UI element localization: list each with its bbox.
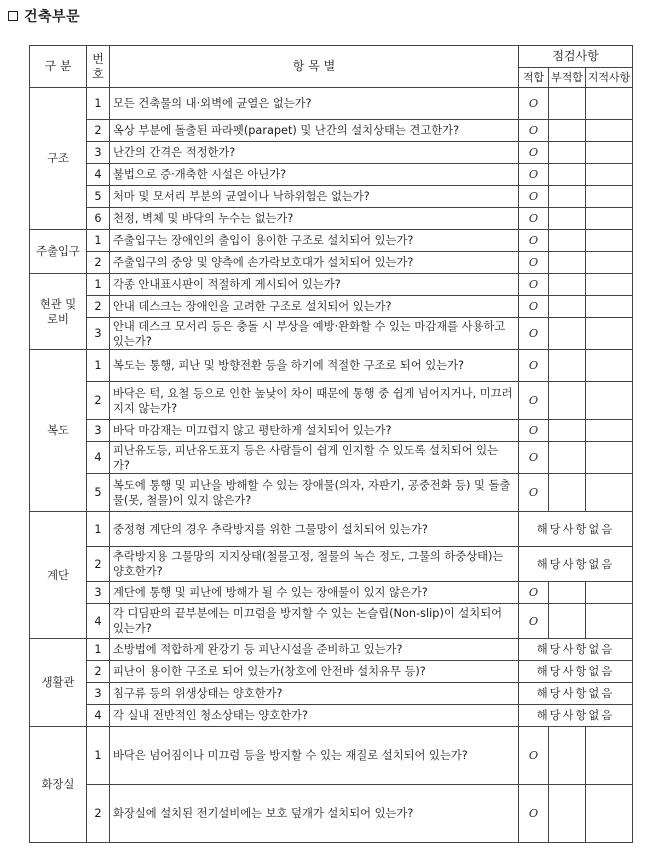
item-text: 추락방지용 그물망의 지지상태(철물고정, 철물의 녹슨 정도, 그물의 하중상태)는 양호한가? bbox=[110, 547, 519, 582]
ng-cell bbox=[549, 186, 586, 208]
table-row bbox=[30, 442, 633, 474]
note-cell bbox=[586, 382, 633, 420]
item-text: 각 디딤판의 끝부분에는 미끄럼을 방지할 수 있는 논슬립(Non-slip)이 설치되어 있는가? bbox=[110, 604, 519, 639]
table-row bbox=[30, 547, 633, 582]
ok-checkmark: O bbox=[519, 274, 549, 296]
ng-cell bbox=[549, 208, 586, 230]
item-text: 복도는 통행, 피난 및 방향전환 등을 하기에 적절한 구조로 되어 있는가? bbox=[110, 350, 519, 382]
table-row bbox=[30, 88, 633, 120]
table-row bbox=[30, 604, 633, 639]
header-check: 점검사항 bbox=[519, 46, 633, 68]
table-row bbox=[30, 142, 633, 164]
row-number: 2 bbox=[87, 252, 110, 274]
row-number: 1 bbox=[87, 350, 110, 382]
table-row bbox=[30, 512, 633, 547]
section-title bbox=[8, 6, 80, 26]
table-row bbox=[30, 785, 633, 843]
item-text: 안내 데스크 모서리 등은 충돌 시 부상을 예방·완화할 수 있는 마감재를 사용하고 있는가? bbox=[110, 318, 519, 350]
item-text: 주출입구의 중앙 및 양측에 손가락보호대가 설치되어 있는가? bbox=[110, 252, 519, 274]
header-item: 항 목 별 bbox=[110, 46, 519, 88]
ng-cell bbox=[549, 296, 586, 318]
table-row bbox=[30, 420, 633, 442]
item-text: 복도에 통행 및 피난을 방해할 수 있는 장애물(의자, 자판기, 공중전화 등) 및 돌출물(못, 철물)이 있지 않은가? bbox=[110, 474, 519, 512]
note-cell bbox=[586, 604, 633, 639]
row-number: 4 bbox=[87, 442, 110, 474]
row-number: 4 bbox=[87, 164, 110, 186]
item-text: 화장실에 설치된 전기설비에는 보호 덮개가 설치되어 있는가? bbox=[110, 785, 519, 843]
group-name: 주출입구 bbox=[30, 230, 87, 274]
ng-cell bbox=[549, 252, 586, 274]
ok-checkmark: O bbox=[519, 382, 549, 420]
note-cell bbox=[586, 296, 633, 318]
header-note: 지적사항 bbox=[586, 68, 633, 88]
table-row bbox=[30, 274, 633, 296]
ok-checkmark: O bbox=[519, 296, 549, 318]
table-row bbox=[30, 661, 633, 683]
table-row bbox=[30, 474, 633, 512]
row-number: 1 bbox=[87, 88, 110, 120]
note-cell bbox=[586, 208, 633, 230]
ng-cell bbox=[549, 142, 586, 164]
table-row bbox=[30, 318, 633, 350]
table-row bbox=[30, 727, 633, 785]
group-name: 구조 bbox=[30, 88, 87, 230]
table-body bbox=[30, 88, 633, 843]
row-number: 5 bbox=[87, 474, 110, 512]
table-row bbox=[30, 705, 633, 727]
note-cell bbox=[586, 785, 633, 843]
note-cell bbox=[586, 230, 633, 252]
row-number: 1 bbox=[87, 512, 110, 547]
row-number: 2 bbox=[87, 296, 110, 318]
item-text: 계단에 통행 및 피난에 방해가 될 수 있는 장애물이 있지 않은가? bbox=[110, 582, 519, 604]
table-row bbox=[30, 350, 633, 382]
row-number: 2 bbox=[87, 382, 110, 420]
item-text: 난간의 간격은 적정한가? bbox=[110, 142, 519, 164]
ng-cell bbox=[549, 785, 586, 843]
group-name: 생활관 bbox=[30, 639, 87, 727]
header-no-text: 번 호 bbox=[92, 51, 104, 81]
ok-checkmark: O bbox=[519, 727, 549, 785]
ng-cell bbox=[549, 382, 586, 420]
note-cell bbox=[586, 252, 633, 274]
ok-checkmark: O bbox=[519, 350, 549, 382]
ng-cell bbox=[549, 582, 586, 604]
ok-checkmark: O bbox=[519, 88, 549, 120]
row-number: 3 bbox=[87, 318, 110, 350]
ok-checkmark: O bbox=[519, 120, 549, 142]
row-number: 1 bbox=[87, 230, 110, 252]
note-cell bbox=[586, 727, 633, 785]
row-number: 2 bbox=[87, 661, 110, 683]
header-no bbox=[87, 46, 110, 88]
note-cell bbox=[586, 350, 633, 382]
note-cell bbox=[586, 88, 633, 120]
section-title-text: 건축부문 bbox=[24, 9, 81, 25]
ng-cell bbox=[549, 727, 586, 785]
row-number: 4 bbox=[87, 705, 110, 727]
row-number: 1 bbox=[87, 727, 110, 785]
table-row bbox=[30, 252, 633, 274]
header-ng: 부적합 bbox=[549, 68, 586, 88]
note-cell bbox=[586, 120, 633, 142]
row-number: 2 bbox=[87, 785, 110, 843]
row-number: 3 bbox=[87, 142, 110, 164]
item-text: 중정형 계단의 경우 추락방지를 위한 그물망이 설치되어 있는가? bbox=[110, 512, 519, 547]
ok-checkmark: O bbox=[519, 208, 549, 230]
table-row bbox=[30, 230, 633, 252]
ok-checkmark: O bbox=[519, 252, 549, 274]
item-text: 모든 건축물의 내·외벽에 균열은 없는가? bbox=[110, 88, 519, 120]
ng-cell bbox=[549, 474, 586, 512]
ok-checkmark: O bbox=[519, 420, 549, 442]
note-cell bbox=[586, 164, 633, 186]
ok-checkmark: O bbox=[519, 230, 549, 252]
item-text: 침구류 등의 위생상태는 양호한가? bbox=[110, 683, 519, 705]
ng-cell bbox=[549, 164, 586, 186]
row-number: 1 bbox=[87, 639, 110, 661]
table-row bbox=[30, 683, 633, 705]
ok-checkmark: O bbox=[519, 474, 549, 512]
ng-cell bbox=[549, 420, 586, 442]
item-text: 바닥 마감재는 미끄럽지 않고 평탄하게 설치되어 있는가? bbox=[110, 420, 519, 442]
table-row bbox=[30, 296, 633, 318]
item-text: 소방법에 적합하게 완강기 등 피난시설을 준비하고 있는가? bbox=[110, 639, 519, 661]
not-applicable-note: 해당사항없음 bbox=[519, 639, 633, 661]
ok-checkmark: O bbox=[519, 186, 549, 208]
not-applicable-note: 해당사항없음 bbox=[519, 705, 633, 727]
note-cell bbox=[586, 186, 633, 208]
note-cell bbox=[586, 474, 633, 512]
item-text: 옥상 부분에 돌출된 파라펫(parapet) 및 난간의 설치상태는 견고한가? bbox=[110, 120, 519, 142]
item-text: 바닥은 넘어짐이나 미끄럼 등을 방지할 수 있는 재질로 설치되어 있는가? bbox=[110, 727, 519, 785]
note-cell bbox=[586, 442, 633, 474]
table-row bbox=[30, 164, 633, 186]
header-ok: 적합 bbox=[519, 68, 549, 88]
not-applicable-note: 해당사항없음 bbox=[519, 512, 633, 547]
header-group: 구 분 bbox=[30, 46, 87, 88]
table-row bbox=[30, 382, 633, 420]
row-number: 3 bbox=[87, 582, 110, 604]
item-text: 피난이 용이한 구조로 되어 있는가(창호에 안전바 설치유무 등)? bbox=[110, 661, 519, 683]
item-text: 피난유도등, 피난유도표지 등은 사람들이 쉽게 인지할 수 있도록 설치되어 있는가? bbox=[110, 442, 519, 474]
ok-checkmark: O bbox=[519, 582, 549, 604]
ok-checkmark: O bbox=[519, 785, 549, 843]
group-name: 복도 bbox=[30, 350, 87, 512]
item-text: 안내 데스크는 장애인을 고려한 구조로 설치되어 있는가? bbox=[110, 296, 519, 318]
inspection-table bbox=[29, 45, 633, 843]
ng-cell bbox=[549, 88, 586, 120]
group-name: 화장실 bbox=[30, 727, 87, 843]
ok-checkmark: O bbox=[519, 604, 549, 639]
ng-cell bbox=[549, 604, 586, 639]
row-number: 2 bbox=[87, 120, 110, 142]
note-cell bbox=[586, 318, 633, 350]
ok-checkmark: O bbox=[519, 164, 549, 186]
item-text: 불법으로 증·개축한 시설은 아닌가? bbox=[110, 164, 519, 186]
group-name: 현관 및 로비 bbox=[30, 274, 87, 350]
table-row bbox=[30, 120, 633, 142]
note-cell bbox=[586, 582, 633, 604]
table-row bbox=[30, 186, 633, 208]
not-applicable-note: 해당사항없음 bbox=[519, 547, 633, 582]
table-row bbox=[30, 208, 633, 230]
note-cell bbox=[586, 142, 633, 164]
row-number: 4 bbox=[87, 604, 110, 639]
ng-cell bbox=[549, 120, 586, 142]
not-applicable-note: 해당사항없음 bbox=[519, 661, 633, 683]
ng-cell bbox=[549, 230, 586, 252]
row-number: 3 bbox=[87, 683, 110, 705]
row-number: 2 bbox=[87, 547, 110, 582]
ng-cell bbox=[549, 442, 586, 474]
checkbox-square-icon bbox=[8, 11, 18, 21]
ok-checkmark: O bbox=[519, 442, 549, 474]
table-row bbox=[30, 639, 633, 661]
not-applicable-note: 해당사항없음 bbox=[519, 683, 633, 705]
note-cell bbox=[586, 274, 633, 296]
item-text: 처마 및 모서리 부분의 균열이나 낙하위험은 없는가? bbox=[110, 186, 519, 208]
group-name: 계단 bbox=[30, 512, 87, 639]
ok-checkmark: O bbox=[519, 142, 549, 164]
ok-checkmark: O bbox=[519, 318, 549, 350]
note-cell bbox=[586, 420, 633, 442]
row-number: 1 bbox=[87, 274, 110, 296]
row-number: 6 bbox=[87, 208, 110, 230]
item-text: 각종 안내표시판이 적절하게 게시되어 있는가? bbox=[110, 274, 519, 296]
table-row bbox=[30, 582, 633, 604]
item-text: 각 실내 전반적인 청소상태는 양호한가? bbox=[110, 705, 519, 727]
ng-cell bbox=[549, 318, 586, 350]
item-text: 바닥은 턱, 요철 등으로 인한 높낮이 차이 때문에 통행 중 쉽게 넘어지거나, 미끄러지지 않는가? bbox=[110, 382, 519, 420]
row-number: 3 bbox=[87, 420, 110, 442]
item-text: 주출입구는 장애인의 출입이 용이한 구조로 설치되어 있는가? bbox=[110, 230, 519, 252]
ng-cell bbox=[549, 274, 586, 296]
row-number: 5 bbox=[87, 186, 110, 208]
item-text: 천정, 벽체 및 바닥의 누수는 없는가? bbox=[110, 208, 519, 230]
ng-cell bbox=[549, 350, 586, 382]
